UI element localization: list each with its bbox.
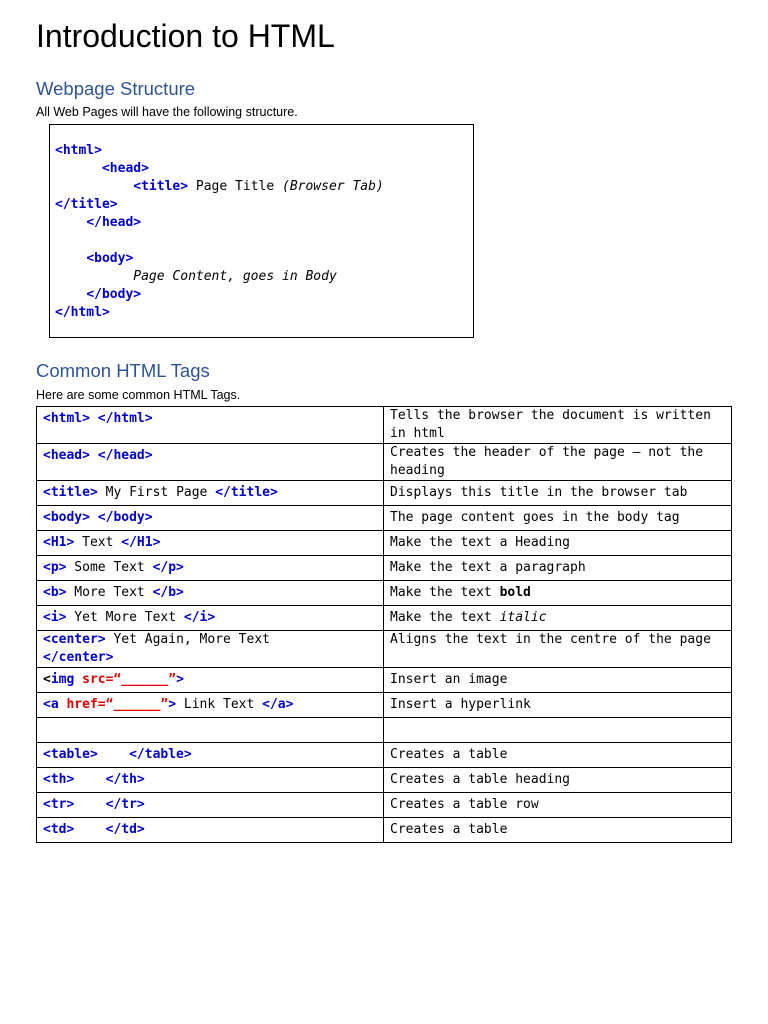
description-cell: Creates a table	[384, 743, 732, 768]
code-line	[55, 178, 384, 196]
tag-cell	[37, 718, 384, 743]
code-tag: <body>	[86, 251, 134, 266]
tag-cell: <a href=“______”> Link Text </a>	[37, 693, 384, 718]
description-cell: Insert an image	[384, 668, 732, 693]
table-row	[37, 818, 732, 843]
code-line	[55, 286, 141, 304]
table-row	[37, 743, 732, 768]
code-line	[55, 268, 337, 286]
tags-intro: Here are some common HTML Tags.	[36, 388, 241, 402]
document-title: Introduction to HTML	[36, 18, 335, 54]
table-row	[37, 581, 732, 606]
table-row	[37, 693, 732, 718]
code-comment: (Browser Tab)	[282, 179, 384, 194]
tag-cell: <tr> </tr>	[37, 793, 384, 818]
code-tag: <head>	[101, 161, 149, 176]
table-row	[37, 506, 732, 531]
description-cell: Creates a table	[384, 818, 732, 843]
code-tag: <title>	[133, 179, 189, 194]
code-tag: </html>	[55, 305, 110, 320]
code-tag: </title>	[55, 197, 118, 212]
table-row	[37, 793, 732, 818]
description-cell: Make the text a Heading	[384, 531, 732, 556]
code-text: Page Title	[188, 179, 282, 194]
description-cell: Insert a hyperlink	[384, 693, 732, 718]
table-row	[37, 631, 732, 668]
description-cell: Displays this title in the browser tab	[384, 481, 732, 506]
description-cell: Aligns the text in the centre of the page	[384, 631, 732, 668]
table-row	[37, 556, 732, 581]
tag-cell: <body> </body>	[37, 506, 384, 531]
description-cell: Creates a table heading	[384, 768, 732, 793]
code-line	[55, 160, 149, 178]
table-row	[37, 531, 732, 556]
table-row	[37, 444, 732, 481]
code-tag: </head>	[86, 215, 142, 230]
tag-cell: <th> </th>	[37, 768, 384, 793]
description-cell: The page content goes in the body tag	[384, 506, 732, 531]
section-heading-tags: Common HTML Tags	[36, 360, 210, 381]
code-tag: </body>	[86, 287, 142, 302]
code-line	[55, 196, 118, 214]
code-line	[55, 304, 110, 322]
code-tag: <html>	[55, 143, 102, 158]
code-line	[55, 142, 102, 160]
description-cell: Creates a table row	[384, 793, 732, 818]
table-row	[37, 606, 732, 631]
tag-cell: <head> </head>	[37, 444, 384, 481]
tag-cell: <H1> Text </H1>	[37, 531, 384, 556]
code-text: Page Content, goes in Body	[133, 269, 337, 284]
table-row	[37, 768, 732, 793]
tag-cell: <html> </html>	[37, 407, 384, 444]
tag-cell: <title> My First Page </title>	[37, 481, 384, 506]
description-cell: Make the text bold	[384, 581, 732, 606]
tag-cell: <img src=“______”>	[37, 668, 384, 693]
tag-cell: <b> More Text </b>	[37, 581, 384, 606]
table-row-empty	[37, 718, 732, 743]
tag-cell: <td> </td>	[37, 818, 384, 843]
section-heading-structure: Webpage Structure	[36, 78, 196, 99]
tag-cell: <i> Yet More Text </i>	[37, 606, 384, 631]
code-line	[55, 250, 133, 268]
code-line	[55, 214, 141, 232]
code-example-box	[49, 124, 474, 338]
description-cell: Make the text italic	[384, 606, 732, 631]
table-row	[37, 481, 732, 506]
tag-cell: <table> </table>	[37, 743, 384, 768]
table-row	[37, 407, 732, 444]
tag-cell: <center> Yet Again, More Text </center>	[37, 631, 384, 668]
structure-intro: All Web Pages will have the following structure.	[36, 105, 298, 119]
table-row	[37, 668, 732, 693]
tag-cell: <p> Some Text </p>	[37, 556, 384, 581]
description-cell: Creates the header of the page – not the heading	[384, 444, 732, 481]
description-cell	[384, 718, 732, 743]
html-tags-table	[36, 406, 732, 843]
description-cell: Make the text a paragraph	[384, 556, 732, 581]
description-cell: Tells the browser the document is written in html	[384, 407, 732, 444]
